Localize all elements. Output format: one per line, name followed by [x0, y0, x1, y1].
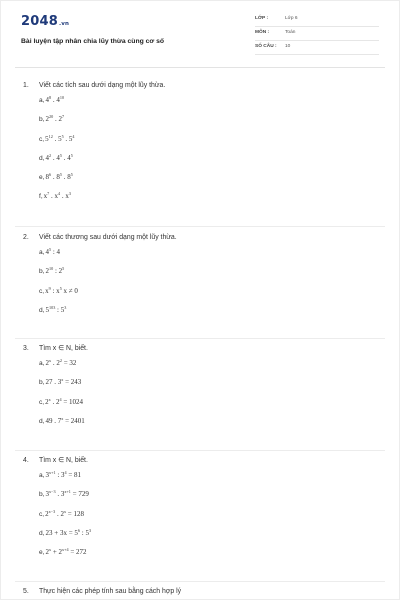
question-item — [39, 547, 383, 566]
base-term: . 4 — [51, 96, 60, 104]
question-item — [39, 305, 383, 324]
base-term: 5 — [45, 134, 49, 143]
math-expression — [46, 96, 65, 104]
math-expression — [44, 192, 71, 200]
meta-value: Lớp 6 — [285, 16, 298, 21]
base-term: . 5 — [52, 134, 62, 143]
exponent: 3 — [68, 191, 71, 197]
base-term: = 81 — [66, 471, 82, 479]
meta-row-class — [255, 14, 379, 27]
question-heading — [23, 81, 383, 95]
item-label: b, — [39, 116, 45, 124]
exponent: 9 — [48, 285, 51, 291]
question-item — [39, 509, 383, 528]
exponent: 103 — [49, 304, 56, 310]
item-label: b, — [39, 268, 45, 276]
section-divider — [15, 581, 385, 582]
exponent: 5 — [59, 152, 62, 158]
exponent: x — [61, 415, 64, 421]
base-term: 3 — [45, 471, 49, 479]
exponent: 2 — [49, 152, 52, 158]
base-term: : 4 — [51, 248, 61, 256]
meta-value: Toán — [285, 30, 296, 35]
math-expression — [46, 417, 85, 425]
question-item — [39, 286, 383, 305]
base-term: = 243 — [63, 378, 82, 387]
base-term: = 32 — [61, 359, 77, 367]
question-number: 3. — [23, 345, 29, 352]
exponent: 4 — [72, 133, 75, 139]
math-expression — [46, 359, 77, 367]
question-item — [39, 266, 383, 285]
exponent: 5 — [49, 247, 52, 252]
math-expression — [46, 115, 65, 123]
item-label: c, — [39, 287, 45, 295]
exponent: 3 — [88, 527, 92, 533]
meta-key: MÔN : — [255, 30, 270, 35]
base-term: 8 — [45, 173, 49, 182]
math-expression — [45, 398, 83, 406]
question-item — [39, 416, 383, 435]
item-label: f, — [39, 193, 43, 201]
exponent: x+1 — [49, 470, 56, 475]
header-divider — [15, 67, 385, 68]
meta-key: LỚP : — [255, 16, 269, 21]
exponent: x — [63, 508, 67, 514]
math-expression — [46, 173, 73, 181]
item-label: b, — [39, 491, 45, 499]
question-item — [39, 114, 383, 133]
question-3 — [23, 344, 383, 435]
exponent: x−3 — [49, 489, 56, 495]
base-term: . 2 — [53, 115, 62, 124]
question-heading — [23, 587, 383, 601]
document-title: Bài luyện tập nhân chia lũy thừa cùng cơ số — [21, 38, 165, 45]
base-term: 2 — [45, 397, 49, 406]
exponent: 4 — [58, 191, 61, 197]
question-2 — [23, 233, 383, 324]
exponent: 12 — [48, 133, 53, 139]
base-term: . 8 — [61, 173, 71, 182]
question-1 — [23, 81, 383, 211]
question-item — [39, 95, 383, 114]
item-label: c, — [39, 135, 45, 143]
question-item — [39, 489, 383, 508]
question-text: Thực hiện các phép tính sau bằng cách hợp lý — [39, 588, 182, 595]
exponent: 20 — [49, 114, 54, 120]
meta-info — [255, 14, 379, 56]
math-expression — [46, 306, 67, 314]
exponent: 7 — [61, 114, 65, 120]
base-term: : 5 — [55, 305, 65, 314]
base-term: = 128 — [66, 509, 84, 518]
item-label: a, — [39, 249, 45, 256]
base-term: 3 — [45, 490, 49, 499]
question-text: Tìm x ∈ N, biết. — [39, 457, 88, 464]
question-item — [39, 377, 383, 396]
math-expression — [46, 248, 61, 256]
base-term: = 729 — [70, 490, 89, 499]
question-number: 2. — [23, 234, 29, 241]
base-term: . x — [49, 192, 59, 201]
exponent: 10 — [59, 95, 65, 100]
exponent: 4 — [59, 396, 62, 402]
exponent: 5 — [59, 285, 62, 291]
base-term: 27 . 3 — [45, 378, 62, 387]
question-5 — [23, 587, 383, 601]
base-term: = 272 — [68, 548, 87, 557]
question-text: Viết các thương sau dưới dạng một lũy thừa. — [39, 234, 177, 241]
item-label: e, — [39, 549, 45, 557]
base-term: x — [45, 286, 49, 295]
exponent: 4 — [64, 470, 67, 475]
base-term: 5 — [45, 305, 49, 314]
item-label: a, — [39, 360, 45, 367]
item-label: d, — [39, 306, 45, 314]
item-label: e, — [39, 174, 45, 182]
base-term: : x — [50, 286, 60, 295]
base-term: 23 + 3x = 5 — [45, 528, 78, 537]
base-term: : 2 — [53, 267, 63, 276]
worksheet-header — [1, 1, 399, 63]
base-term: . 3 — [55, 490, 65, 499]
brand-name: 2048 — [21, 14, 58, 29]
base-term: 2 — [45, 267, 49, 276]
base-term: . 2 — [50, 397, 60, 406]
question-4 — [23, 456, 383, 566]
brand-domain: .vn — [58, 21, 70, 27]
question-text: Viết các tích sau dưới dạng một lũy thừa. — [39, 82, 166, 89]
question-heading — [23, 456, 383, 470]
item-label: c, — [39, 510, 45, 518]
exponent: 5 — [62, 266, 65, 272]
base-term: + 2 — [51, 548, 63, 557]
exponent: 5 — [70, 152, 73, 158]
base-term: . 4 — [51, 153, 60, 162]
base-term: 4 — [45, 96, 49, 104]
base-term: = 1024 — [61, 397, 84, 406]
question-item — [39, 134, 383, 153]
exponent: x — [61, 377, 64, 383]
math-expression — [46, 267, 65, 275]
base-term: . 8 — [51, 173, 60, 182]
base-term: 4 — [45, 153, 49, 162]
item-label: d, — [39, 417, 45, 425]
exponent: 8 — [49, 95, 52, 100]
exponent: 10 — [49, 266, 54, 272]
question-text: Tìm x ∈ N, biết. — [39, 345, 88, 352]
base-term: 49 . 7 — [45, 416, 62, 425]
item-label: c, — [39, 398, 45, 406]
question-heading — [23, 233, 383, 247]
exponent: x — [48, 396, 51, 402]
base-term: . 5 — [63, 134, 73, 143]
math-expression — [46, 471, 82, 479]
question-item — [39, 247, 383, 266]
math-expression — [46, 548, 87, 556]
question-item — [39, 153, 383, 172]
question-item — [39, 358, 383, 377]
exponent: 5 — [59, 172, 62, 178]
question-item — [39, 528, 383, 547]
base-term: 2 — [45, 359, 49, 367]
section-divider — [15, 450, 385, 451]
exponent: 3 — [64, 304, 67, 310]
exponent: x+4 — [62, 547, 69, 553]
meta-value: 10 — [285, 44, 291, 49]
brand-logo[interactable] — [21, 14, 69, 29]
base-term: 2 — [45, 115, 49, 124]
math-expression — [46, 378, 82, 386]
exponent: 2 — [59, 358, 62, 363]
exponent: x+1 — [64, 489, 71, 495]
base-term: 2 — [45, 509, 49, 518]
exponent: 7 — [47, 191, 50, 197]
exponent: x−3 — [48, 508, 56, 514]
section-divider — [15, 226, 385, 227]
exponent: 6 — [49, 172, 52, 178]
base-term: . x — [60, 192, 69, 201]
base-term: x ≠ 0 — [61, 286, 78, 295]
item-label: a, — [39, 97, 45, 104]
meta-key: SỐ CÂU : — [255, 44, 277, 49]
exponent: 5 — [70, 172, 73, 178]
math-expression — [46, 154, 73, 162]
section-divider — [15, 338, 385, 339]
base-term: . 4 — [61, 153, 71, 162]
exponent: 6 — [77, 527, 80, 533]
question-number: 1. — [23, 82, 29, 89]
question-item — [39, 172, 383, 191]
base-term: . 2 — [55, 509, 64, 518]
question-heading — [23, 344, 383, 358]
exponent: x — [49, 547, 52, 553]
base-term: = 2401 — [63, 416, 85, 425]
math-expression — [46, 529, 92, 537]
question-item — [39, 470, 383, 489]
base-term: 4 — [45, 248, 49, 256]
question-item — [39, 191, 383, 210]
item-label: a, — [39, 472, 45, 479]
item-label: d, — [39, 529, 45, 537]
math-expression — [45, 510, 84, 518]
base-term: : 3 — [55, 471, 65, 479]
math-expression — [45, 135, 74, 143]
meta-row-count — [255, 42, 379, 55]
meta-row-subject — [255, 28, 379, 41]
math-expression — [46, 490, 89, 498]
exponent: x — [49, 358, 52, 363]
base-term: : 5 — [80, 528, 89, 537]
question-number: 4. — [23, 457, 29, 464]
base-term: x — [43, 192, 48, 201]
base-term: 2 — [45, 548, 49, 557]
math-expression — [45, 287, 78, 295]
item-label: d, — [39, 154, 45, 162]
item-label: b, — [39, 379, 45, 387]
question-item — [39, 397, 383, 416]
exponent: 5 — [61, 133, 64, 139]
question-number: 5. — [23, 588, 29, 595]
base-term: . 2 — [51, 359, 60, 367]
